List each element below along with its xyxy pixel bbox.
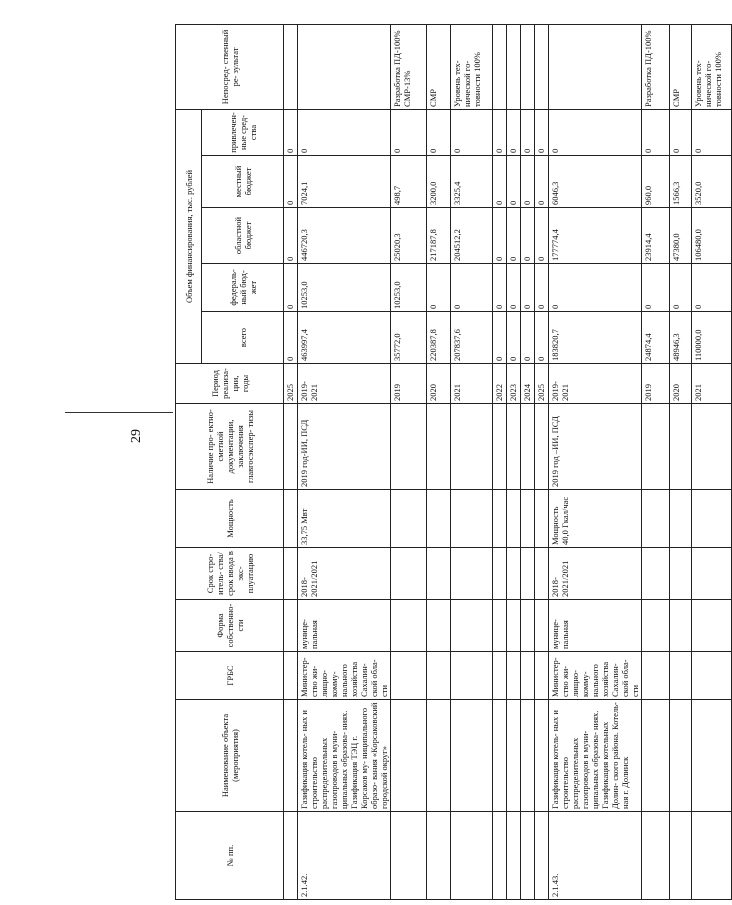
cell-ownership [670,600,692,652]
cell-federal: 0 [493,264,507,312]
cell-ownership [284,600,298,652]
header-total: всего [202,312,284,364]
cell-docs [493,404,507,490]
table-row [427,24,451,899]
cell-capacity [284,490,298,548]
cell-name [670,700,692,812]
cell-grbs [642,652,670,700]
cell-name [451,700,493,812]
cell-ownership [642,600,670,652]
cell-attracted: 0 [642,109,670,155]
cell-total: 0 [284,312,298,364]
cell-grbs [521,652,535,700]
cell-num [427,812,451,900]
cell-result [493,24,507,109]
cell-period: 2018- 2021/2021 [298,548,391,600]
cell-num [493,812,507,900]
cell-num [284,812,298,900]
cell-year: 2020 [427,364,451,404]
cell-attracted: 0 [521,109,535,155]
cell-total: 0 [493,312,507,364]
cell-federal: 0 [507,264,521,312]
cell-docs [451,404,493,490]
cell-result [507,24,521,109]
cell-num: 2.1.43. [549,812,642,900]
cell-name [692,700,732,812]
cell-federal: 0 [521,264,535,312]
cell-period [692,548,732,600]
cell-total: 220387,8 [427,312,451,364]
header-grbs: ГРБС [176,652,284,700]
cell-local: 0 [507,156,521,208]
cell-local: 0 [521,156,535,208]
cell-ownership [535,600,549,652]
cell-name: Газификация котель- ных и строительство распределительных газопроводов в муни- ципальных образова- ниях. Газификация котельных Долин- ского района. Котель- ная г. Долинск [549,700,642,812]
header-period: Срок стро- итель- ства/срок ввода в экс- плуатацию [176,548,284,600]
cell-docs [692,404,732,490]
cell-ownership [391,600,427,652]
cell-docs: 2019 год-ИИ, ПСД [298,404,391,490]
table-row [521,24,535,899]
cell-capacity [535,490,549,548]
cell-num [642,812,670,900]
cell-local: 6046,3 [549,156,642,208]
cell-ownership [692,600,732,652]
cell-regional: 25020,3 [391,208,427,264]
cell-docs [642,404,670,490]
cell-docs [670,404,692,490]
cell-result [284,24,298,109]
cell-federal: 10253,0 [298,264,391,312]
cell-capacity [692,490,732,548]
cell-capacity [507,490,521,548]
cell-capacity: 33,75 Мвт [298,490,391,548]
cell-local: 3325,4 [451,156,493,208]
header-name: Наименование объекта (мероприятия) [176,700,284,812]
cell-result: Уровень тех- нической го- товности 100% [451,24,493,109]
cell-total: 183820,7 [549,312,642,364]
cell-regional: 217187,8 [427,208,451,264]
cell-total: 0 [507,312,521,364]
cell-federal: 0 [670,264,692,312]
cell-result [298,24,391,109]
table-row [391,24,427,899]
cell-regional: 177774,4 [549,208,642,264]
cell-local: 3520,0 [692,156,732,208]
separator-line [65,412,173,413]
cell-local: 498,7 [391,156,427,208]
cell-regional: 446720,3 [298,208,391,264]
cell-year: 2019 [642,364,670,404]
header-result: Непосред- ственный ре- зультат [176,24,284,109]
cell-grbs [284,652,298,700]
cell-ownership [451,600,493,652]
cell-grbs [507,652,521,700]
cell-total: 110000,0 [692,312,732,364]
table-row [692,24,732,899]
cell-docs [284,404,298,490]
cell-name [284,700,298,812]
cell-year: 2025 [535,364,549,404]
cell-grbs [692,652,732,700]
cell-year: 2020 [670,364,692,404]
cell-local: 7024,1 [298,156,391,208]
cell-local: 3200,0 [427,156,451,208]
table-frame [175,25,723,900]
cell-attracted: 0 [451,109,493,155]
cell-regional: 0 [507,208,521,264]
cell-local: 1566,3 [670,156,692,208]
cell-capacity [493,490,507,548]
cell-period [507,548,521,600]
cell-capacity [642,490,670,548]
table-row [507,24,521,899]
cell-local: 960,0 [642,156,670,208]
cell-name [535,700,549,812]
cell-attracted: 0 [298,109,391,155]
cell-federal: 0 [451,264,493,312]
cell-attracted: 0 [507,109,521,155]
cell-result [521,24,535,109]
cell-regional: 23914,4 [642,208,670,264]
cell-grbs: Министер- ство жи- лищно- комму- нального хозяйства Сахалин- ской обла- сти [549,652,642,700]
funding-table [175,24,732,900]
cell-year: 2019- 2021 [298,364,391,404]
cell-ownership [507,600,521,652]
cell-capacity [670,490,692,548]
cell-attracted: 0 [493,109,507,155]
cell-regional: 0 [284,208,298,264]
table-body [284,24,732,899]
cell-year: 2021 [692,364,732,404]
cell-period: 2018- 2021/2021 [549,548,642,600]
cell-period [642,548,670,600]
cell-attracted: 0 [535,109,549,155]
header-federal: федераль- ный бюд- жет [202,264,284,312]
cell-regional: 106480,0 [692,208,732,264]
header-local: местный бюджет [202,156,284,208]
cell-total: 24874,4 [642,312,670,364]
cell-num [692,812,732,900]
cell-grbs [427,652,451,700]
table-header [176,24,284,899]
cell-local: 0 [493,156,507,208]
cell-total: 0 [521,312,535,364]
cell-result: Уровень тех- нической го- товности 100% [692,24,732,109]
header-funding-group: Объем финансирования, тыс. рублей [176,109,202,363]
header-num: № пп. [176,812,284,900]
cell-attracted: 0 [670,109,692,155]
cell-year: 2023 [507,364,521,404]
header-ownership: Форма собственно- сти [176,600,284,652]
cell-total: 48946,3 [670,312,692,364]
cell-capacity: Мощность 40,0 Гкал/час [549,490,642,548]
header-impl-period: Период реализа- ции, годы [176,364,284,404]
cell-regional: 0 [535,208,549,264]
cell-name [507,700,521,812]
cell-result: СМР [670,24,692,109]
cell-regional: 0 [493,208,507,264]
cell-period [284,548,298,600]
cell-total: 207837,6 [451,312,493,364]
cell-capacity [451,490,493,548]
cell-year: 2019- 2021 [549,364,642,404]
cell-year: 2022 [493,364,507,404]
cell-docs [507,404,521,490]
cell-result [549,24,642,109]
cell-year: 2021 [451,364,493,404]
cell-regional: 47380,0 [670,208,692,264]
cell-period [427,548,451,600]
table-row [451,24,493,899]
cell-docs [521,404,535,490]
table-row [284,24,298,899]
cell-name: Газификация котель- ных и строительство распределительных газопроводов в муни- ципальных образова- ниях. Газификация ТЭЦ г. Корсаков му- ниципального образо- вания «Корсаковский городской округ» [298,700,391,812]
cell-federal: 0 [535,264,549,312]
cell-num [670,812,692,900]
cell-capacity [427,490,451,548]
table-row [493,24,507,899]
cell-docs [427,404,451,490]
cell-attracted: 0 [427,109,451,155]
cell-federal: 0 [549,264,642,312]
header-docs: Наличие про- ектно-сметной документации, заключения главгосэкспер- тизы [176,404,284,490]
cell-federal: 0 [642,264,670,312]
cell-year: 2019 [391,364,427,404]
header-capacity: Мощность [176,490,284,548]
cell-docs [391,404,427,490]
cell-num [391,812,427,900]
cell-grbs [493,652,507,700]
cell-docs: 2019 год –ИИ, ПСД [549,404,642,490]
cell-regional: 0 [521,208,535,264]
cell-num: 2.1.42. [298,812,391,900]
cell-attracted: 0 [391,109,427,155]
cell-name [427,700,451,812]
cell-result: Разработка ПД-100% СМР-13% [391,24,427,109]
cell-num [451,812,493,900]
cell-num [521,812,535,900]
cell-attracted: 0 [549,109,642,155]
cell-grbs: Министер- ство жи- лищно- комму- нального хозяйства Сахалин- ской обла- сти [298,652,391,700]
cell-grbs [451,652,493,700]
cell-ownership: мунице- пальная [549,600,642,652]
cell-result: СМР [427,24,451,109]
table-row [298,24,391,899]
cell-name [521,700,535,812]
rotated-table-area [175,25,723,900]
table-row [549,24,642,899]
table-row [642,24,670,899]
cell-ownership [427,600,451,652]
cell-period [535,548,549,600]
cell-federal: 0 [692,264,732,312]
page-number: 29 [129,429,144,443]
cell-federal: 0 [427,264,451,312]
cell-capacity [521,490,535,548]
cell-capacity [391,490,427,548]
cell-result: Разработка ПД-100% [642,24,670,109]
header-regional: областной бюджет [202,208,284,264]
cell-num [535,812,549,900]
cell-local: 0 [284,156,298,208]
cell-total: 0 [535,312,549,364]
cell-regional: 204512,2 [451,208,493,264]
cell-federal: 0 [284,264,298,312]
cell-year: 2025 [284,364,298,404]
cell-period [521,548,535,600]
cell-ownership [493,600,507,652]
cell-num [507,812,521,900]
table-row [535,24,549,899]
cell-ownership [521,600,535,652]
cell-ownership: мунице- пальная [298,600,391,652]
cell-federal: 10253,0 [391,264,427,312]
cell-grbs [535,652,549,700]
cell-grbs [670,652,692,700]
cell-local: 0 [535,156,549,208]
cell-year: 2024 [521,364,535,404]
cell-period [451,548,493,600]
cell-name [391,700,427,812]
cell-total: 35772,0 [391,312,427,364]
cell-period [493,548,507,600]
header-attracted: привлечен- ные сред- ства [202,109,284,155]
cell-docs [535,404,549,490]
cell-period [670,548,692,600]
cell-total: 463997,4 [298,312,391,364]
table-row [670,24,692,899]
cell-name [642,700,670,812]
cell-period [391,548,427,600]
cell-attracted: 0 [284,109,298,155]
cell-name [493,700,507,812]
cell-result [535,24,549,109]
cell-attracted: 0 [692,109,732,155]
cell-grbs [391,652,427,700]
